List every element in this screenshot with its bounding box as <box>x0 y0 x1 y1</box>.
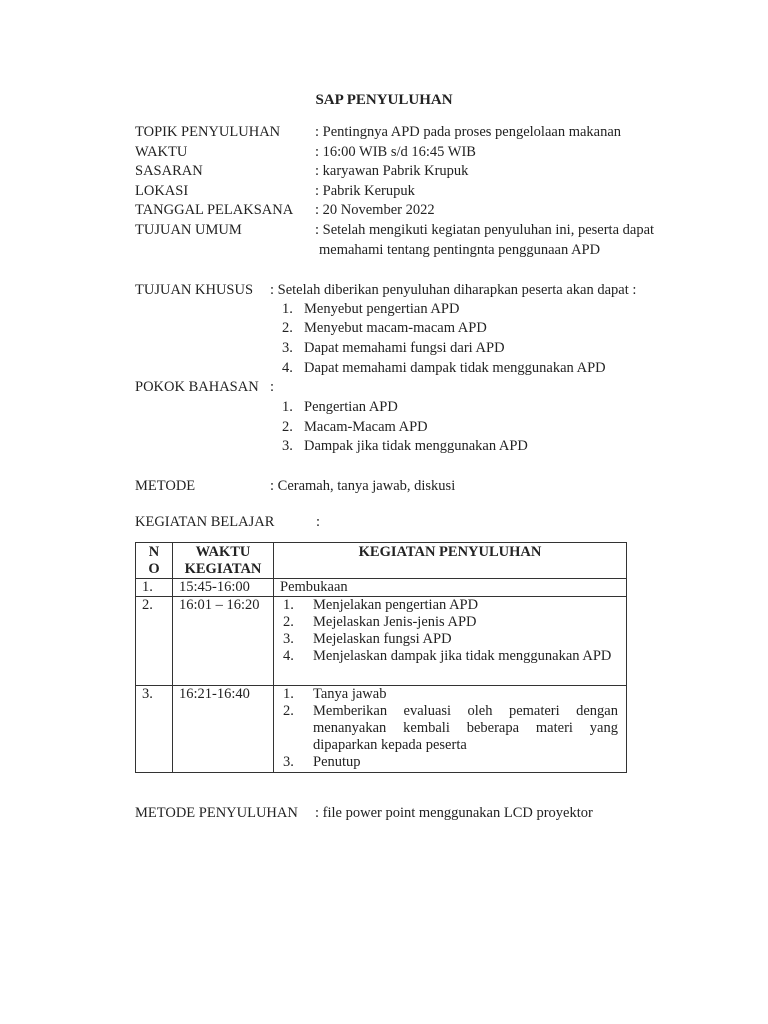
tujuan-khusus-intro: : Setelah diberikan penyuluhan diharapkan peserta akan dapat : <box>270 282 637 298</box>
list-number: 2. <box>283 703 294 719</box>
list-item <box>280 597 618 614</box>
header-waktu <box>173 543 274 579</box>
label-tanggal: TANGGAL PELAKSANA <box>135 202 294 218</box>
list-number: 2. <box>282 320 293 336</box>
table-row <box>136 579 627 597</box>
cell-no: 2. <box>136 597 173 686</box>
list-number: 1. <box>283 597 294 613</box>
cell-waktu: 15:45-16:00 <box>173 579 274 597</box>
list-number: 1. <box>283 686 294 702</box>
list-item-text: Menjelakan pengertian APD <box>313 597 479 613</box>
list-item <box>280 686 618 703</box>
list-number: 3. <box>282 438 293 454</box>
list-number: 3. <box>283 631 294 647</box>
label-topik: TOPIK PENYULUHAN <box>135 124 281 140</box>
activity-list <box>280 597 618 665</box>
table-row <box>136 686 627 773</box>
table-row <box>136 597 627 686</box>
value-tanggal: : 20 November 2022 <box>315 202 435 218</box>
cell-kegiatan: Pembukaan <box>274 579 627 597</box>
value-sasaran: : karyawan Pabrik Krupuk <box>315 163 469 179</box>
list-item-text: Memberikan evaluasi oleh pemateri dengan menanyakan kembali beberapa materi yang dipaparkan kepada peserta <box>313 703 618 753</box>
list-number: 3. <box>283 754 294 770</box>
list-number: 1. <box>282 301 293 317</box>
list-item <box>280 631 618 648</box>
value-lokasi: : Pabrik Kerupuk <box>315 183 415 199</box>
list-number: 2. <box>282 419 293 435</box>
value-tujuan-umum-line2: memahami tentang pentingnta penggunaan APD <box>319 242 601 258</box>
pokok-bahasan-colon: : <box>270 379 275 395</box>
value-waktu: : 16:00 WIB s/d 16:45 WIB <box>315 144 476 160</box>
label-lokasi: LOKASI <box>135 183 189 199</box>
document-title: SAP PENYULUHAN <box>315 92 453 108</box>
label-kegiatan-belajar: KEGIATAN BELAJAR <box>135 514 275 530</box>
list-item-text: Tanya jawab <box>313 686 387 702</box>
activity-list <box>280 686 618 771</box>
label-metode-penyuluhan: METODE PENYULUHAN <box>135 805 298 821</box>
list-number: 1. <box>282 399 293 415</box>
cell-waktu: 16:21-16:40 <box>173 686 274 773</box>
label-waktu: WAKTU <box>135 144 188 160</box>
list-item <box>280 648 618 665</box>
list-item <box>280 754 618 771</box>
value-metode: : Ceramah, tanya jawab, diskusi <box>270 478 456 494</box>
kegiatan-belajar-colon: : <box>316 514 321 530</box>
list-item: Dapat memahami dampak tidak menggunakan APD <box>304 360 606 376</box>
header-waktu-line2: KEGIATAN <box>184 561 262 577</box>
list-item: Dapat memahami fungsi dari APD <box>304 340 505 356</box>
list-item <box>280 703 618 754</box>
cell-kegiatan <box>274 597 627 686</box>
label-tujuan-umum: TUJUAN UMUM <box>135 222 242 238</box>
value-tujuan-umum: : Setelah mengikuti kegiatan penyuluhan ini, peserta dapat <box>315 222 655 238</box>
label-metode: METODE <box>135 478 196 494</box>
kegiatan-table <box>135 542 627 773</box>
list-item-text: Mejelaskan fungsi APD <box>313 631 452 647</box>
list-item-text: Mejelaskan Jenis-jenis APD <box>313 614 477 630</box>
cell-waktu: 16:01 – 16:20 <box>173 597 274 686</box>
cell-no: 3. <box>136 686 173 773</box>
value-topik: : Pentingnya APD pada proses pengelolaan makanan <box>315 124 622 140</box>
list-item: Pengertian APD <box>304 399 398 415</box>
label-sasaran: SASARAN <box>135 163 203 179</box>
list-number: 4. <box>282 360 293 376</box>
header-kegiatan: KEGIATAN PENYULUHAN <box>274 543 627 579</box>
header-no-line1: N <box>148 544 160 560</box>
header-no-line2: O <box>148 561 160 577</box>
label-pokok-bahasan: POKOK BAHASAN <box>135 379 259 395</box>
value-metode-penyuluhan: : file power point menggunakan LCD proyektor <box>315 805 593 821</box>
list-item-text: Menjelaskan dampak jika tidak menggunakan APD <box>313 648 612 664</box>
header-no <box>136 543 173 579</box>
list-item-text: Penutup <box>313 754 361 770</box>
list-number: 3. <box>282 340 293 356</box>
cell-kegiatan <box>274 686 627 773</box>
label-tujuan-khusus: TUJUAN KHUSUS <box>135 282 254 298</box>
cell-no: 1. <box>136 579 173 597</box>
list-item: Menyebut macam-macam APD <box>304 320 487 336</box>
list-item: Dampak jika tidak menggunakan APD <box>304 438 528 454</box>
table-header-row <box>136 543 627 579</box>
header-waktu-line1: WAKTU <box>195 544 251 560</box>
list-item: Menyebut pengertian APD <box>304 301 460 317</box>
list-item <box>280 614 618 631</box>
list-number: 2. <box>283 614 294 630</box>
list-item: Macam-Macam APD <box>304 419 428 435</box>
list-number: 4. <box>283 648 294 664</box>
